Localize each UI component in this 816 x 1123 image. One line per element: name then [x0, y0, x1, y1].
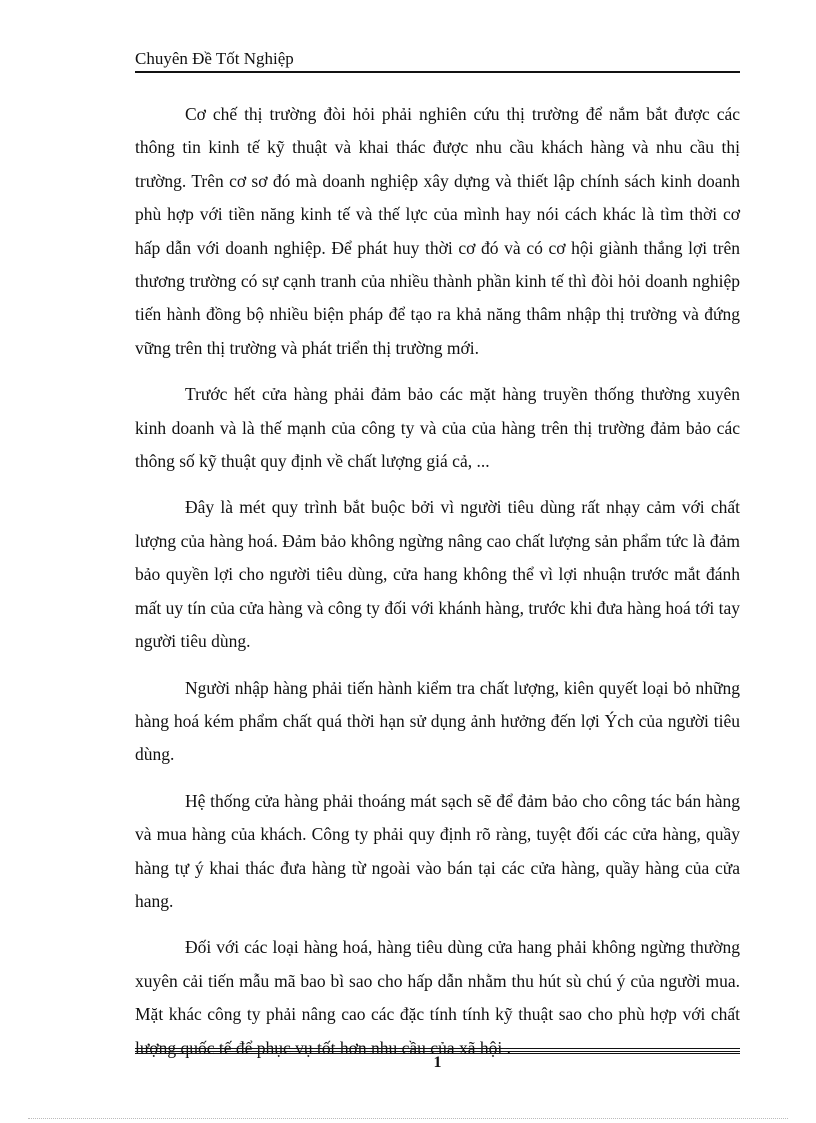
header-rule: [135, 71, 740, 73]
paragraph: Đây là mét quy trình bắt buộc bởi vì người tiêu dùng rất nhạy cảm với chất lượng của hàng hoá. Đảm bảo không ngừng nâng cao chất lượng sản phẩm tức là đảm bảo quyền lợi cho người tiêu dùng, cửa hang không thể vì lợi nhuận trước mắt đánh mất uy tín của cửa hàng và công ty đối với khánh hàng, trước khi đưa hàng hoá tới tay người tiêu dùng.: [135, 497, 740, 652]
paragraph: Đối với các loại hàng hoá, hàng tiêu dùng cửa hang phải không ngừng thường xuyên cải tiến mẫu mã bao bì sao cho hấp dẫn nhằm thu hút sù chú ý của người mua. Mặt khác công ty phải nâng cao các đặc tính tính kỹ thuật sao cho phù hợp với chất lượng quốc tế để phục vụ tốt hơn nhu cầu của xã hội .: [135, 937, 740, 1058]
page-bottom-divider: [28, 1118, 788, 1119]
page-number: 1: [433, 1054, 442, 1071]
paragraph: Người nhập hàng phải tiến hành kiểm tra chất lượng, kiên quyết loại bỏ những hàng hoá kém phẩm chất quá thời hạn sử dụng ảnh hưởng đến lợi Ých của người tiêu dùng.: [135, 677, 740, 765]
paragraph: Trước hết cửa hàng phải đảm bảo các mặt hàng truyền thống thường xuyên kinh doanh và là thế mạnh của công ty và của của hàng trên thị trường đảm bảo các thông số kỹ thuật quy định về chất lượng giá cả, ...: [135, 384, 740, 472]
header-title: Chuyên Đề Tốt Nghiệp: [135, 49, 294, 68]
body-text: [135, 98, 740, 1078]
paragraph: Cơ chế thị trường đòi hỏi phải nghiên cứu thị trường để nắm bắt được các thông tin kinh tế kỹ thuật và khai thác được nhu cầu khách hàng và nhu cầu thị trường. Trên cơ sơ đó mà doanh nghiệp xây dựng và thiết lập chính sách kinh doanh phù hợp với tiền năng kinh tế và thế lực của mình hay nói cách khác là tìm thời cơ hấp dẫn với doanh nghiệp. Để phát huy thời cơ đó và có cơ hội giành thắng lợi trên thương trường có sự cạnh tranh của nhiều thành phần kinh tế thì đòi hỏi doanh nghiệp tiến hành đồng bộ nhiều biện pháp để tạo ra khả năng thâm nhập thị trường và đứng vững trên thị trường và phát triển thị trường mới.: [135, 104, 740, 358]
footer-rule: [135, 1048, 740, 1049]
paragraph: Hệ thống cửa hàng phải thoáng mát sạch sẽ để đảm bảo cho công tác bán hàng và mua hàng của khách. Công ty phải quy định rõ ràng, tuyệt đối các cửa hàng, quầy hàng tự ý khai thác đưa hàng từ ngoài vào bán tại các cửa hàng, quầy hàng của cửa hang.: [135, 790, 740, 911]
page-header: [135, 48, 740, 72]
